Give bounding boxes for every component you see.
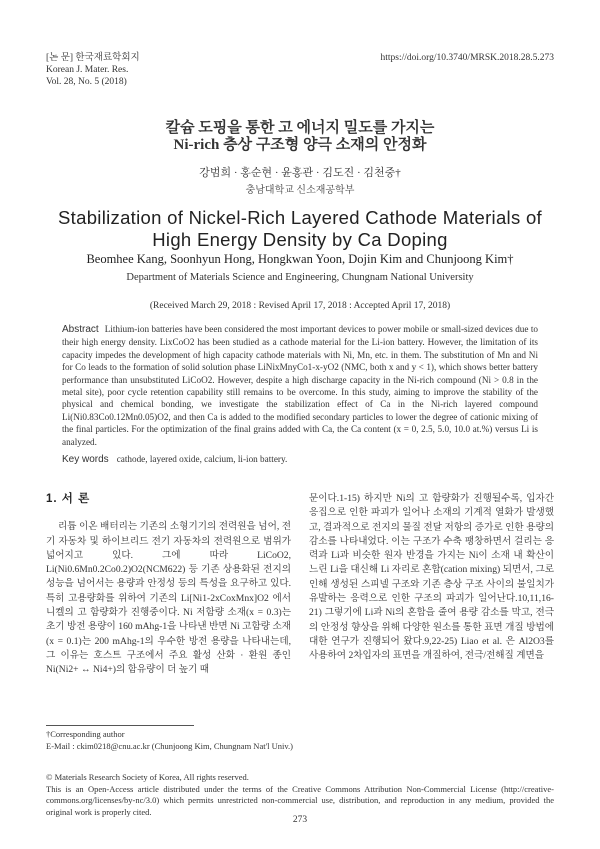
english-title-line1: Stabilization of Nickel-Rich Layered Cathode Materials of [58, 207, 542, 228]
journal-header [46, 52, 140, 88]
copyright-line: © Materials Research Society of Korea, All rights reserved. [46, 772, 249, 782]
korean-title-line1: 칼슘 도핑을 통한 고 에너지 밀도를 가지는 [165, 120, 435, 136]
korean-title-line2: Ni-rich 층상 구조형 양극 소재의 안정화 [173, 137, 427, 153]
body-paragraph-right: 문이다.1-15) 하지만 Ni의 고 함량화가 진행될수록, 입자간 응집으로 인한 파괴가 일어나 소재의 기계적 열화가 발생했고, 결과적으로 전지의 물질 전달 저항의 증가로 인한 용량의 감소를 나타내었다. 이는 구조가 수축 팽창하면서 걸리는 응력과 Li과 비슷한 원자 반경을 가지는 Ni이 소재 내 확산이 느린 Li을 대신해 Li 자리로 혼합(cation mixing) 되면서, 그로 인해 생성된 스피넬 구조와 기존 층상 구조 사이의 불일치가 유발하는 응력으로 인한 구조의 파괴가 일어난다.10,11,16-21) 그렇기에 Li과 Ni의 혼합을 줄여 용량 감소를 막고, 전극의 안정성 향상을 위해 다양한 원소를 통한 표면 개질 방법에 대한 연구가 진행되어 왔다.9,22-25) Liao et al. 은 Al2O3를 사용하여 2차입자의 표면을 개질하여, 전극/전해질 계면을 [309, 493, 554, 662]
footnote-divider [46, 725, 194, 726]
author-email[interactable]: E-Mail : ckim0218@cnu.ac.kr (Chunjoong Kim, Chungnam Nat'l Univ.) [46, 740, 294, 751]
footnote [46, 729, 293, 752]
korean-title [0, 120, 600, 154]
english-title [0, 207, 600, 251]
english-authors: Beomhee Kang, Soonhyun Hong, Hongkwan Yoon, Dojin Kim and Chunjoong Kim† [86, 252, 514, 266]
journal-volume: Vol. 28, No. 5 (2018) [46, 77, 127, 87]
body-column-right [309, 492, 554, 664]
copyright-notice [46, 772, 554, 818]
doi-link[interactable]: https://doi.org/10.3740/MRSK.2018.28.5.273 [380, 53, 554, 63]
journal-name-korean: [논 문] 한국재료학회지 [46, 53, 140, 63]
korean-affiliation: 충남대학교 신소재공학부 [245, 185, 355, 196]
english-affiliation: Department of Materials Science and Engineering, Chungnam National University [126, 272, 474, 283]
keywords [62, 454, 538, 465]
english-title-line2: High Energy Density by Ca Doping [152, 229, 448, 250]
license-text: This is an Open-Access article distributed under the terms of the Creative Commons Attribution Non-Commercial License (http://creative-commons.org/licenses/by-nc/3.0) which permits unrestricted non-commercial use, distribution, and reproduction in any medium, provided the original work is properly cited. [46, 783, 554, 817]
body-paragraph-left: 리튬 이온 배터리는 기존의 소형기기의 전력원을 넘어, 전기 자동차 및 하이브리드 전기 자동차의 전력원으로 범위가 넓어지고 있다. 그에 따라 LiCoO2, Li(Ni0.6Mn0.2Co0.2)O2(NCM622) 등 기존 상용화된 전지의 성능을 넘어서는 용량과 안정성 등의 특성을 요구하고 있다. 특히 고용량화를 위하여 기존의 Li[Ni1-2xCoxMnx]O2 에서 니켈의 고 함량화가 진행중이다. Ni 저함량 소재(x = 0.3)는 초기 방전 용량이 160 mAhg-1을 나타낸 반면 Ni 고함량 소재(x = 0.1)는 200 mAhg-1의 우수한 방전 용량을 나타내는데, 그 이유는 호스트 구조에서 주요 활성 산화 · 환원 종인 Ni(Ni2+ ↔ Ni4+)의 함유량이 더 높기 때 [46, 521, 291, 676]
abstract-label: Abstract [62, 324, 99, 335]
korean-authors: 강범희 · 홍순현 · 윤홍관 · 김도진 · 김천중† [199, 167, 401, 179]
received-dates: (Received March 29, 2018 : Revised April 17, 2018 : Accepted April 17, 2018) [149, 301, 451, 311]
page-number: 273 [292, 815, 308, 825]
keywords-text: cathode, layered oxide, calcium, li-ion battery. [116, 454, 288, 464]
journal-name-english: Korean J. Mater. Res. [46, 65, 129, 75]
keywords-label: Key words [62, 454, 109, 465]
body-column-left [46, 492, 291, 678]
abstract-text: Lithium-ion batteries have been considered the most important devices to power mobile or small-sized devices due to their high energy density. LixCoO2 has been studied as a cathode material for the Li-ion battery. However, the limitation of its capacity impedes the development of high capacity cathode materials with Ni, Mn, etc. in them. The substitution of Mn and Ni for Co leads to the formation of solid solution phase LiNixMnyCo1-x-yO2 (NMC, both x and y < 1), which shows better battery performance than unsubstituted LiCoO2. However, despite a high discharge capacity in the Ni-rich compound (Ni > 0.8 in the metal site), poor cycle retention capability still remains to be overcome. In this study, aiming to improve the stability of the physical and chemical bonding, we investigate the stabilization effect of Ca in the Ni-rich layered compound Li(Ni0.83Co0.12Mn0.05)O2, and then Ca is added to the modified secondary particles to lower the degree of cationic mixing of the final particles. For the optimization of the final grains added with Ca, the Ca content (x = 0, 2.5, 5.0, 10.0 at.%) versus Li is analyzed. [62, 324, 538, 447]
section-heading-introduction: 1. 서 론 [46, 493, 91, 505]
abstract [62, 323, 538, 448]
corresponding-author: †Corresponding author [46, 729, 125, 739]
